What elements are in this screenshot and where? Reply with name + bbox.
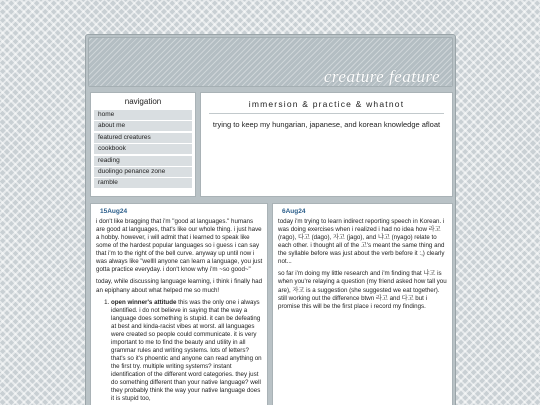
site-title[interactable]: creature feature: [323, 67, 440, 86]
nav-item-home[interactable]: home: [94, 110, 192, 120]
blog-post: [272, 203, 453, 405]
post-paragraph: so far i'm doing my little research and i'm finding that 냐고 is when you're relaying a question (my friend asked how tall you are), 자고 is a suggestion (she suggested we eat together). still working out the difference btwn 라고 and 다고 but i promise this will be the first place i record my findings.: [278, 270, 447, 310]
post-paragraph: today, while discussing language learning, i think i finally had an epiphany about what helped me so much!: [96, 278, 263, 294]
blog-post: [90, 203, 268, 405]
post-date: 6Aug24: [282, 208, 306, 215]
nav-item-featured-creatures[interactable]: featured creatures: [94, 133, 192, 143]
navigation-title: navigation: [124, 97, 162, 106]
intro-panel: [200, 92, 453, 197]
nav-item-cookbook[interactable]: cookbook: [94, 144, 192, 154]
nav-item-duolingo-penance-zone[interactable]: duolingo penance zone: [94, 167, 192, 177]
site-header: [88, 37, 453, 87]
post-list-item-heading: open winner's attitude: [111, 298, 177, 306]
navigation-panel: [90, 92, 196, 197]
nav-item-reading[interactable]: reading: [94, 156, 192, 166]
post-paragraph: today i'm trying to learn indirect reporting speech in Korean. i was doing exercises when i realized i had no idea how 라고 (rago), 다고 (dago), 자고 (jago), and 냐고 (nyago) relate to each other. i thought all of the 고's meant the same thing and the syllable before was just about the verb before it :,) clearly not...: [278, 218, 445, 266]
nav-item-about-me[interactable]: about me: [94, 121, 192, 131]
post-list: [96, 299, 263, 404]
intro-text: trying to keep my hungarian, japanese, and korean knowledge afloat: [212, 120, 441, 129]
post-paragraph: i don't like bragging that i'm "good at languages." humans are good at languages, that's like our whole thing. i just have a hobby. however, i will admit that i learned to speak like some of the hardest popular languages so i guess i can say that i'm to the right of the bell curve. anyway up until now i was always like "wellll anyone can learn a language, you just gotta practice everyday. i don't know why i'm ~so good~": [96, 218, 263, 274]
nav-item-ramble[interactable]: ramble: [94, 178, 192, 188]
post-date: 15Aug24: [100, 208, 128, 215]
post-list-item-text: this was the only one i always identified. i do not believe in saying that the way a language does something is stupid. it can be defeating at best and kinda-racist vibes at worst. all languages were created so people could communicate. it is very important to me to find the beauty and utility in all grammar rules and writing systems. lots of letters? that's so it's phoentic and anyone can read anything on the first try. multiple writing systems? instant identification of the different word categories. they just do something different than your native language? well they probably think the way your native language does it is stupid too,: [111, 298, 262, 403]
intro-title: immersion & practice & whatnot: [209, 99, 444, 114]
post-list-item: [111, 299, 263, 404]
